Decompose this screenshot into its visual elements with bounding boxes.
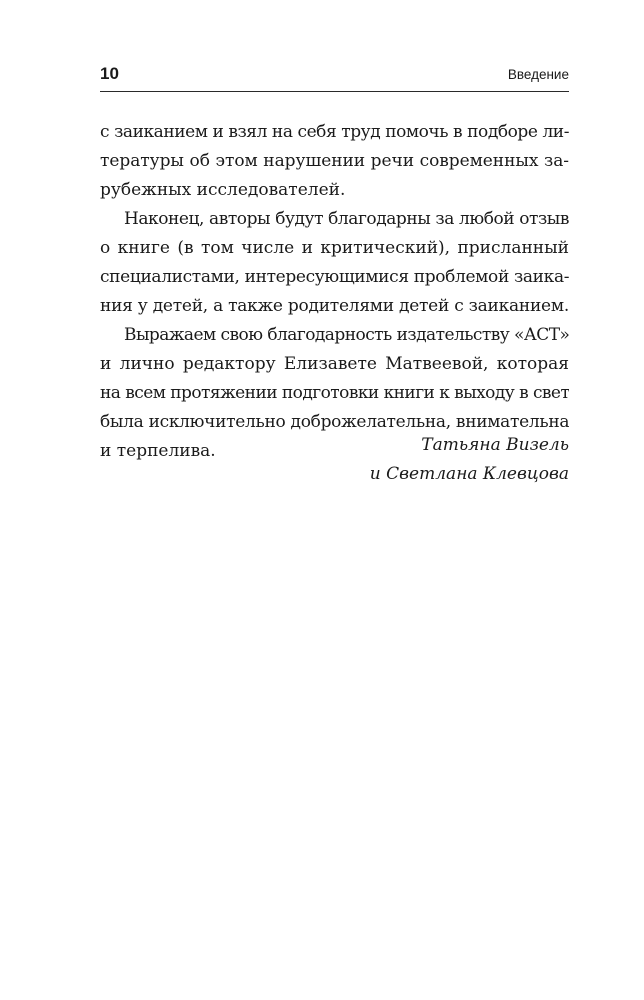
text-line: ния у детей, а также родителями детей с заиканием.	[100, 296, 569, 316]
header-rule	[100, 91, 569, 92]
text-line: специалистами, интересующимися проблемой заика-	[100, 267, 569, 287]
text-line: о книге (в том числе и критический), присланный	[100, 238, 569, 258]
page-number: 10	[100, 64, 119, 83]
text-line: с заиканием и взял на себя труд помочь в подборе ли-	[100, 122, 569, 142]
text-line: и лично редактору Елизавете Матвеевой, которая	[100, 354, 569, 374]
body-text	[100, 118, 569, 466]
text-line: была исключительно доброжелательна, внимательна	[100, 412, 569, 432]
text-line: и терпелива.	[100, 441, 216, 461]
signature	[370, 431, 569, 489]
signature-author-2: и Светлана Клевцова	[369, 464, 569, 484]
text-line: рубежных исследователей.	[100, 180, 346, 200]
signature-author-1: Татьяна Визель	[421, 435, 569, 455]
text-line: Выражаем свою благодарность издательству «АСТ»	[124, 325, 569, 345]
running-head	[100, 64, 569, 90]
section-title: Введение	[507, 67, 569, 82]
text-line: тературы об этом нарушении речи современных за-	[100, 151, 569, 171]
text-line: Наконец, авторы будут благодарны за любой отзыв	[124, 209, 569, 229]
text-line: на всем протяжении подготовки книги к выходу в свет	[100, 383, 569, 403]
